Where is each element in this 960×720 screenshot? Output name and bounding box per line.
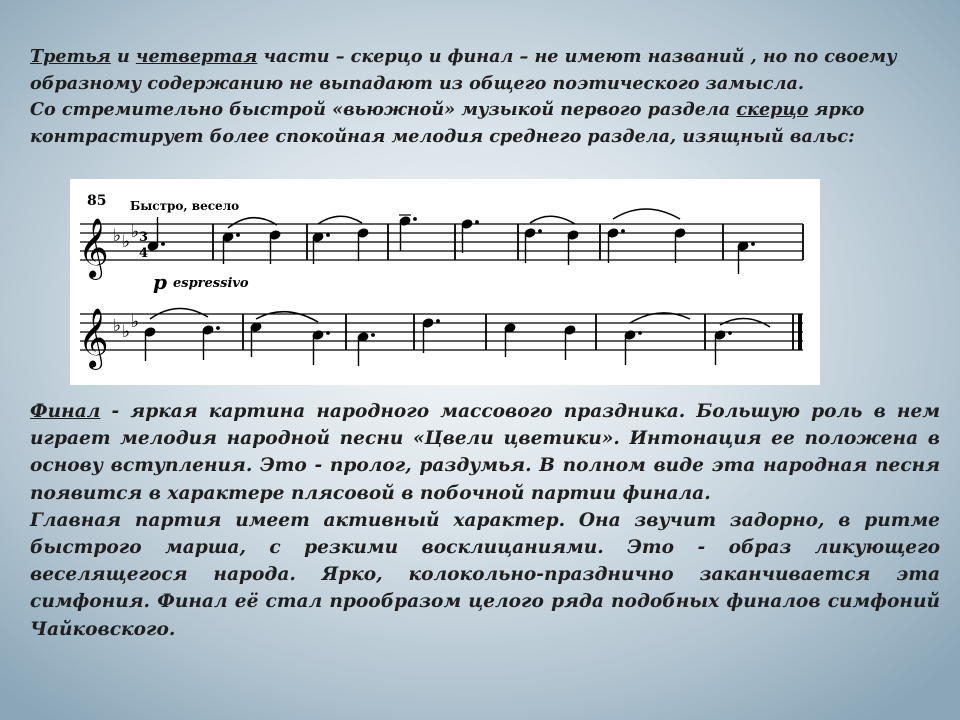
key-signature-2: ♭	[113, 316, 122, 336]
svg-text:♭: ♭	[131, 312, 140, 332]
term-scherzo: скерцо	[736, 99, 809, 120]
finale-line-8: симфония. Финал её стал прообразом целого ряда подобных финалов симфоний	[30, 591, 940, 613]
svg-text:♭: ♭	[122, 322, 131, 342]
intro-line-1: Третья и четвертая части – скерцо и финал – не имеют названий , но по своему	[30, 46, 897, 67]
finale-line-2: играет мелодия народной песни «Цвели цветики». Интонация ее положена в	[30, 428, 940, 450]
svg-text:4: 4	[139, 246, 149, 261]
time-signature: 3	[139, 230, 149, 245]
expression-marking: espressivo	[173, 276, 249, 291]
treble-clef-1: 𝄞	[78, 218, 109, 278]
term-finale: Финал	[30, 401, 101, 422]
treble-clef-2: 𝄞	[78, 308, 109, 368]
finale-line-6: быстрого марша, с резкими восклицаниями. Это - образ ликующего	[30, 537, 940, 559]
tempo-marking: Быстро, весело	[130, 199, 240, 213]
staff-2-notes	[144, 318, 731, 366]
finale-paragraph	[30, 398, 940, 643]
finale-line-9: Чайковского.	[30, 618, 176, 640]
staff-1	[80, 224, 803, 260]
staff-2	[80, 314, 803, 350]
finale-line-5: Главная партия имеет активный характер. Она звучит задорно, в ритме	[30, 509, 940, 531]
intro-line-3: Со стремительно быстрой «вьюжной» музыкой первого раздела скерцо ярко	[30, 99, 865, 120]
term-third: Третья	[30, 46, 111, 67]
svg-text:♭: ♭	[122, 232, 131, 252]
measure-number: 85	[87, 193, 107, 209]
staff-1-slurs	[228, 209, 680, 228]
music-score-image	[70, 179, 820, 385]
key-signature-1: ♭	[113, 226, 122, 246]
finale-line-4: появится в характере плясовой в побочной партии финала.	[30, 482, 711, 504]
finale-line-7: веселящегося народа. Ярко, колокольно-празднично заканчивается эта	[30, 564, 940, 586]
dynamic-marking: p	[153, 270, 167, 294]
intro-line-4: контрастирует более спокойная мелодия среднего раздела, изящный вальс:	[30, 125, 855, 147]
intro-line-2: образному содержанию не выпадают из общего поэтического замысла.	[30, 72, 805, 94]
svg-text:♭: ♭	[131, 222, 140, 242]
finale-line-1: Финал - яркая картина народного массового праздника. Большую роль в нем	[30, 401, 940, 422]
finale-line-3: основу вступления. Это - пролог, раздумья. В полном виде эта народная песня	[30, 455, 940, 477]
term-fourth: четвертая	[135, 46, 258, 67]
intro-paragraph	[30, 44, 920, 150]
